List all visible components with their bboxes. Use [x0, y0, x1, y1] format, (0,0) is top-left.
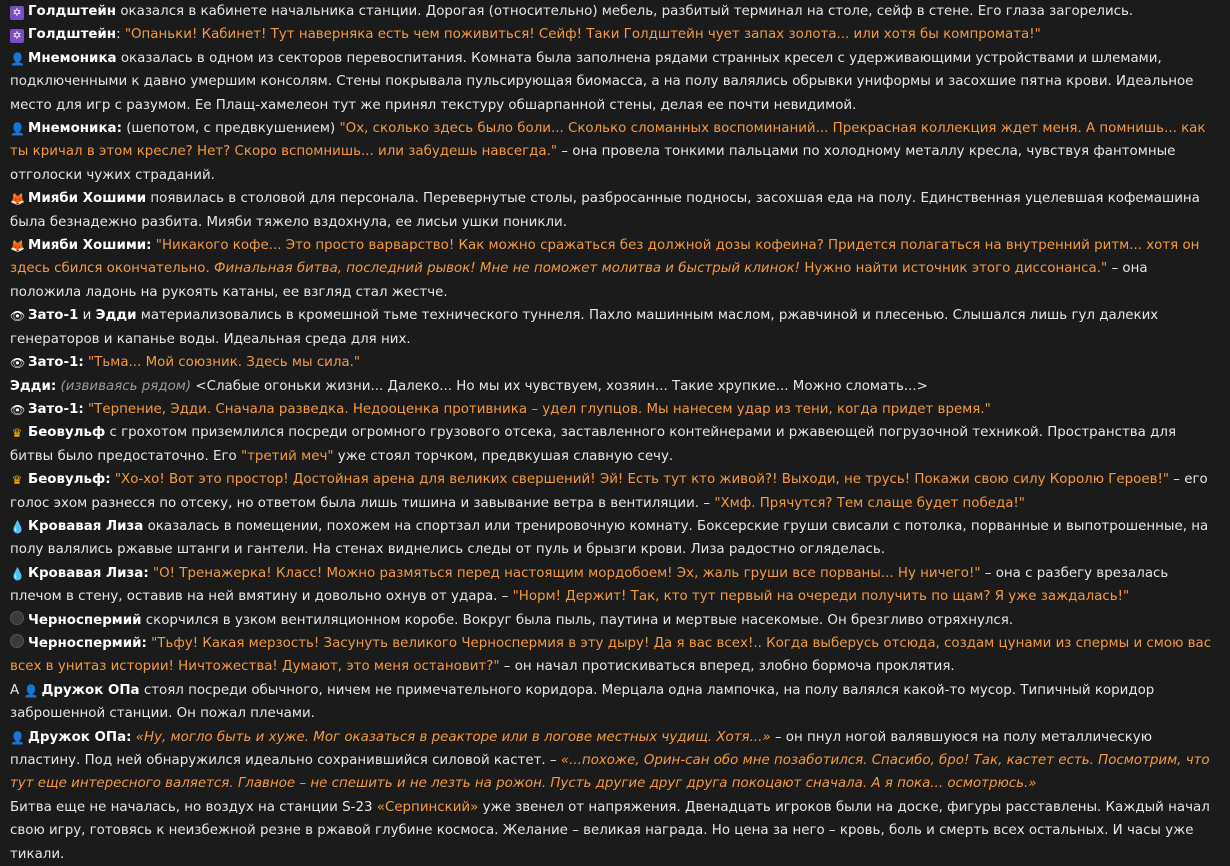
speaker-name: Эдди:	[10, 378, 57, 394]
speaker-name: Черноспермий:	[28, 635, 147, 651]
narration: стоял посреди обычного, ничем не примечательного коридора. Мерцала одна лампочка, на полу валялся какой-то мусор. Типичный коридор заброшенной станции. Он пожал плечами.	[10, 682, 1155, 722]
message: ✡ Голдштейн: "Опаньки! Кабинет! Тут наверняка есть чем поживиться! Сейф! Таки Голдштейн чует запах золота... или хотя бы компромата!"	[10, 23, 1220, 46]
narration: – она положила ладонь на рукоять катаны, ее взгляд стал жестче.	[10, 261, 1148, 300]
station-name: «Серпинский»	[376, 799, 479, 815]
narration: – она с разбегу врезалась плечом в стену, оставив на ней вмятину и довольно охнув от удара. –	[10, 565, 1169, 605]
message	[10, 609, 1220, 632]
speech-italic: Финальная битва, последний рывок! Мне не поможет молитва и быстрый клинок!	[214, 261, 801, 277]
speaker-name: Зато-1:	[28, 355, 84, 371]
speech: "О! Тренажерка! Класс! Можно размяться перед настоящим мордобоем! Эх, жаль груши все порваны... Ну ничего!"	[152, 565, 981, 581]
speech: "Тьма... Мой союзник. Здесь мы сила."	[88, 355, 361, 371]
black-circle-icon	[10, 634, 24, 648]
narration: скорчился в узком вентиляционном коробе. Вокруг была пыль, паутина и мертвые насекомые. Он брезгливо отряхнулся.	[145, 612, 1014, 628]
message	[10, 726, 1220, 796]
message	[10, 187, 1220, 234]
message	[10, 375, 1220, 398]
narration: <Слабые огоньки жизни... Далеко... Но мы их чувствуем, хозяин... Такие хрупкие... Можно сломать...>	[195, 378, 928, 394]
speaker-name: Мнемоника:	[28, 121, 122, 137]
eye-icon: 👁	[10, 402, 26, 417]
message	[10, 796, 1220, 866]
narration: материализовались в кромешной тьме технического туннеля. Пахло машинным маслом, ржавчиной и плесенью. Слышался лишь гул далеких генераторов и капанье воды. Идеальная среда для них.	[10, 308, 1159, 347]
bust-silhouette-icon: 👤	[10, 730, 25, 745]
speaker-name: Эдди	[95, 308, 137, 324]
blood-drop-icon: 💧	[10, 566, 25, 581]
narration: – она провела тонкими пальцами по холодному металлу кресла, чувствуя фантомные отголоски чужих страданий.	[10, 144, 1176, 183]
narration: оказалась в одном из секторов перевоспитания. Комната была заполнена рядами странных кресел с удерживающими устройствами и шлемами, подключенными к давно умершим консолям. Стены покрывала пульсирующая биомасса, а на полу валялись обрывки униформы и засохшие пятна крови. Идеальное место для игр с разумом. Ее Плащ-хамелеон тут же принял текстуру обшарпанной стены, делая ее почти невидимой.	[10, 50, 1194, 113]
speech: "третий меч"	[240, 448, 334, 464]
narration: появилась в столовой для персонала. Перевернутые столы, разбросанные подносы, засохшая еда на полу. Единственная уцелевшая кофемашина была безнадежно разбита. Мияби тяжело вздохнула, ее лисьи ушки поникли.	[10, 191, 1200, 230]
narration: оказался в кабинете начальника станции. Дорогая (относительно) мебель, разбитый терминал на столе, сейф в стене. Его глаза загорелись.	[120, 4, 1134, 19]
bust-silhouette-icon: 👤	[23, 683, 39, 698]
message	[10, 351, 1220, 374]
speech: "Опаньки! Кабинет! Тут наверняка есть чем поживиться! Сейф! Таки Голдштейн чует запах золота... или хотя бы компромата!"	[124, 27, 1041, 43]
narration: уже звенел от напряжения. Двенадцать игроков были на доске, фигуры расставлены. Каждый начал свою игру, готовясь к неизбежной резне в ржавой глубине космоса. Желание – великая награда. Но цена за него – кровь, боль и смерть всех остальных. И часы уже тикали.	[10, 799, 1210, 862]
narration: – он начал протискиваться вперед, злобно бормоча проклятия.	[503, 659, 955, 675]
message	[10, 398, 1220, 421]
speech: "Никакого кофе... Это просто варварство! Как можно сражаться без должной дозы кофеина? Придется полагаться на внутренний ритм... хотя он здесь сбился окончательно.	[10, 238, 1200, 277]
crown-icon: ♛	[11, 473, 23, 488]
conjunction: и	[82, 308, 92, 324]
message	[10, 632, 1220, 679]
crown-icon: ♛	[11, 426, 23, 441]
stage-direction: (извиваясь рядом)	[60, 378, 192, 394]
message	[10, 421, 1220, 468]
fox-icon: 🦊	[10, 192, 25, 207]
speech: "Норм! Держит! Так, кто тут первый на очереди получить по щам? Я уже заждалась!"	[512, 589, 1130, 605]
speaker-name: Кровавая Лиза	[28, 518, 144, 534]
message	[10, 117, 1220, 187]
message	[10, 515, 1220, 562]
speech: Нужно найти источник этого диссонанса."	[804, 261, 1108, 277]
narration: оказалась в помещении, похожем на спортзал или тренировочную комнату. Боксерские груши свисали с потолка, порванные и выпотрошенные, на полу валялись ржавые штанги и гантели. На стенах виднелись следы от пуль и брызги крови. Лиза радостно огляделась.	[10, 518, 1209, 558]
speech-italic: «...похоже, Орин-сан обо мне позаботился. Спасибо, бро! Так, кастет есть. Посмотрим, что тут еще интересного валяется. Главное – не спешить и не лезть на рожон. Пусть другие друг друга покоцают сначала. А я пока... осмотрюсь.»	[10, 753, 1210, 792]
speaker-name: Мияби Хошими:	[28, 238, 152, 254]
star-of-david-icon: ✡	[10, 6, 24, 20]
eye-icon: 👁	[10, 356, 26, 371]
bust-silhouette-icon: 👤	[10, 51, 25, 66]
speaker-name: Мияби Хошими	[28, 191, 147, 207]
narration: – его голос эхом разнесся по отсеку, но ответом была лишь тишина и завывание ветра в вентиляции. –	[10, 472, 1208, 511]
speaker-name: Зато-1	[28, 308, 79, 324]
speaker-name: Дружок ОПа:	[28, 729, 132, 745]
speaker-name: Кровавая Лиза:	[28, 565, 149, 581]
stage-direction: (шепотом, с предвкушением)	[126, 121, 336, 137]
message	[10, 0, 1220, 23]
narration: – он пнул ногой валявшуюся на полу металлическую пластину. Под ней обнаружился идеально сохранившийся силовой кастет. –	[10, 729, 1152, 768]
speech: "Хмф. Прячутся? Тем слаще будет победа!"	[714, 495, 1025, 511]
speech: "Терпение, Эдди. Сначала разведка. Недооценка противника – удел глупцов. Мы нанесем удар из тени, когда придет время."	[88, 401, 991, 417]
speaker-name: Беовульф	[28, 425, 106, 441]
speaker-name: Голдштейн	[28, 4, 117, 19]
message	[10, 234, 1220, 304]
speech-italic: «Ну, могло быть и хуже. Мог оказаться в реакторе или в логове местных чудищ. Хотя...»	[135, 729, 771, 745]
star-of-david-icon: ✡	[10, 29, 24, 43]
message	[10, 562, 1220, 609]
narration: с грохотом приземлился посреди огромного грузового отсека, заставленного контейнерами и ржавеющей погрузочной техникой. Пространства для битвы было предостаточно. Его	[10, 425, 1176, 464]
speaker-name: Черноспермий	[28, 612, 142, 628]
speech: "Ох, сколько здесь было боли... Сколько сломанных воспоминаний... Прекрасная коллекция ждет меня. А помнишь... как ты кричал в этом кресле? Нет? Скоро вспомнишь... или забудешь навсегда."	[10, 121, 1206, 160]
bust-silhouette-icon: 👤	[10, 122, 25, 137]
message	[10, 468, 1220, 515]
black-circle-icon	[10, 611, 24, 625]
narration: Битва еще не началась, но воздух на станции S-23	[10, 799, 373, 815]
speaker-name: Голдштейн	[28, 27, 117, 43]
narration: уже стоял торчком, предвкушая славную сечу.	[337, 448, 674, 464]
speech: "Тьфу! Какая мерзость! Засунуть великого Черноспермия в эту дыру! Да я вас всех!.. Когда выберусь отсюда, создам цунами из спермы и смою вас всех в унитаз истории! Ничтожества! Думают, это меня остановит?"	[10, 635, 1212, 675]
blood-drop-icon: 💧	[10, 519, 25, 534]
message	[10, 47, 1220, 117]
speaker-name: Мнемоника	[28, 50, 117, 66]
speaker-name: Беовульф:	[28, 472, 111, 488]
eye-icon: 👁	[10, 309, 26, 324]
speaker-name: Зато-1:	[28, 401, 84, 417]
speech: "Хо-хо! Вот это простор! Достойная арена для великих свершений! Эй! Есть тут кто живой?! Выходи, не трусь! Покажи свою силу Королю Героев!"	[114, 472, 1169, 488]
fox-icon: 🦊	[10, 239, 25, 254]
message	[10, 304, 1220, 351]
speaker-name: Дружок ОПа	[41, 682, 140, 698]
prefix: А	[10, 682, 20, 698]
message	[10, 679, 1220, 726]
